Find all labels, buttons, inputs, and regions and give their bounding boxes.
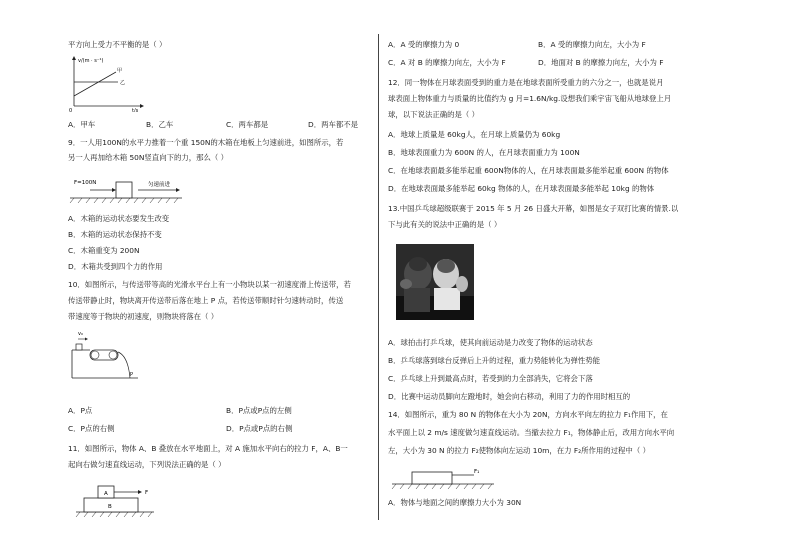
q9-stem-line1: 9．一人用100N的水平力推着一个重 150N的木箱在地板上匀速前进，如图所示，若: [68, 138, 344, 147]
q12-option-c[interactable]: C．在地球表面最多能举起重 600N物体的人，在月球表面最多能举起重 600N 的物体: [388, 166, 669, 175]
block: [412, 472, 452, 484]
q11-option-a[interactable]: A．A 受的摩擦力为 0: [388, 40, 460, 49]
graph-xlabel: t/s: [132, 108, 139, 112]
q9-option-d[interactable]: D．木箱共受到四个力的作用: [68, 262, 163, 271]
q13-option-b[interactable]: B．乒乓球落到球台反弹后上升的过程，重力势能转化为弹性势能: [388, 356, 601, 365]
q14-stem-line2: 水平面上以 2 m/s 速度做匀速直线运动。当撤去拉力 F₁，物体静止后，改用方向水平向: [388, 428, 675, 437]
q13-stem-line1: 13.中国乒乓球超级联赛于 2015 年 5 月 26 日盛大开幕，如图是女子双打比赛的情景.以: [388, 204, 679, 213]
graph-jia-label: 甲: [117, 68, 123, 74]
f-label: F: [145, 490, 149, 496]
q10-stem-line2: 传送带静止时，物块离开传送带后落在地上 P 点，若传送带顺时针匀速转动时，传送: [68, 296, 344, 305]
q10-option-c[interactable]: C．P点的右侧: [68, 424, 115, 433]
q8-option-a[interactable]: A．甲车: [68, 120, 96, 129]
p-label: P: [130, 372, 134, 378]
q10-option-d[interactable]: D．P点或P点的右侧: [226, 424, 293, 433]
q9-stem-line2: 另一人再加给木箱 50N竖直向下的力，那么（ ）: [68, 153, 229, 162]
q9-option-b[interactable]: B．木箱的运动状态保持不变: [68, 230, 162, 239]
b-label: B: [108, 504, 112, 510]
q14-block-figure: [390, 462, 500, 492]
q10-stem-line1: 10．如图所示，与传送带等高的光滑水平台上有一小物块以某一初速度滑上传送带，若: [68, 280, 351, 289]
right-column: [388, 0, 708, 560]
q8-option-c[interactable]: C．两车都是: [226, 120, 269, 129]
photo-illustration: [396, 244, 474, 320]
q8-stem-tail: 平方向上受力不平衡的是（ ）: [68, 40, 167, 49]
trajectory: [118, 352, 130, 378]
graph-yi-label: 乙: [120, 80, 126, 86]
q12-option-a[interactable]: A．地球上质量是 60kg人，在月球上质量仍为 60kg: [388, 130, 561, 139]
ground-hatch: [76, 512, 152, 517]
graph-y-arrow: [72, 56, 76, 60]
q8-option-b[interactable]: B．乙车: [146, 120, 174, 129]
q13-option-c[interactable]: C．乒乓球上升到最高点时，若受到的力全部消失，它将会下落: [388, 374, 593, 383]
q10-option-b[interactable]: B．P点或P点的左侧: [226, 406, 292, 415]
q13-option-d[interactable]: D．比赛中运动员脚向左蹬地时，她会向右移动，利用了力的作用时相互的: [388, 392, 631, 401]
graph-x-arrow: [140, 104, 144, 108]
v0-label: v₀: [78, 331, 83, 337]
q11-option-d[interactable]: D．地面对 B 的摩擦力向左，大小为 F: [538, 58, 664, 67]
left-column: [68, 0, 368, 560]
q12-stem-line1: 12．同一物体在月球表面受到的重力是在地球表面所受重力的六分之一，也就是说月: [388, 78, 664, 87]
motion-label: 匀速前进: [148, 182, 171, 188]
a-label: A: [104, 491, 108, 497]
q9-option-c[interactable]: C．木箱重变为 200N: [68, 246, 140, 255]
q12-stem-line2: 球表面上物体重力与质量的比值约为 g 月=1.6N/kg.设想我们乘宇宙飞船从地球登上月: [388, 94, 672, 103]
q13-stem-line2: 下与此有关的说法中正确的是（ ）: [388, 220, 502, 229]
f1-label: F₁: [474, 469, 480, 475]
q13-table-tennis-photo: [396, 244, 474, 320]
q14-stem-line3: 左，大小为 30 N 的拉力 F₂使物体向左运动 10m，在力 F₂所作用的过程中（ ）: [388, 446, 650, 455]
q14-stem-line1: 14．如图所示，重为 80 N 的物体在大小为 20N，方向水平向左的拉力 F₁作用下，在: [388, 410, 668, 419]
conveyor-belt: [90, 350, 118, 360]
q10-stem-line3: 带速度等于物块的初速度，则物块将落在（ ）: [68, 312, 219, 321]
q12-option-b[interactable]: B．地球表面重力为 600N 的人，在月球表面重力为 100N: [388, 148, 580, 157]
graph-origin: 0: [69, 108, 73, 112]
q9-option-a[interactable]: A．木箱的运动状态要发生改变: [68, 214, 170, 223]
graph-line-jia: [74, 72, 116, 96]
q8-velocity-time-graph: [68, 54, 148, 112]
q14-option-a[interactable]: A．物体与地面之间的摩擦力大小为 30N: [388, 498, 522, 507]
column-divider: [378, 34, 379, 520]
q13-option-a[interactable]: A．球拍击打乒乓球，使其向前运动是力改变了物体的运动状态: [388, 338, 593, 347]
q10-conveyor-figure: [70, 326, 140, 382]
force-label: F=100N: [74, 180, 97, 186]
q11-option-c[interactable]: C．A 对 B 的摩擦力向左，大小为 F: [388, 58, 506, 67]
q11-stacked-blocks-figure: [74, 478, 174, 518]
q11-stem-line1: 11．如图所示，物体 A、B 叠放在水平地面上，对 A 施加水平向右的拉力 F，A、B一: [68, 444, 348, 453]
q11-option-b[interactable]: B．A 受的摩擦力向左，大小为 F: [538, 40, 646, 49]
wooden-box: [116, 182, 132, 198]
ground-hatch: [392, 484, 492, 489]
q11-stem-line2: 起向右做匀速直线运动，下列说法正确的是（ ）: [68, 460, 226, 469]
q10-option-a[interactable]: A．P点: [68, 406, 93, 415]
q8-option-d[interactable]: D．两车都不是: [308, 120, 359, 129]
q9-box-push-figure: [68, 170, 188, 208]
q12-option-d[interactable]: D．在地球表面最多能举起 60kg 物体的人，在月球表面最多能举起 10kg 的物体: [388, 184, 655, 193]
graph-ylabel: v/(m · s⁻¹): [78, 58, 104, 64]
q12-stem-line3: 球，以下说法正确的是（ ）: [388, 110, 480, 119]
floor-hatch: [70, 198, 178, 203]
small-block: [76, 344, 82, 350]
